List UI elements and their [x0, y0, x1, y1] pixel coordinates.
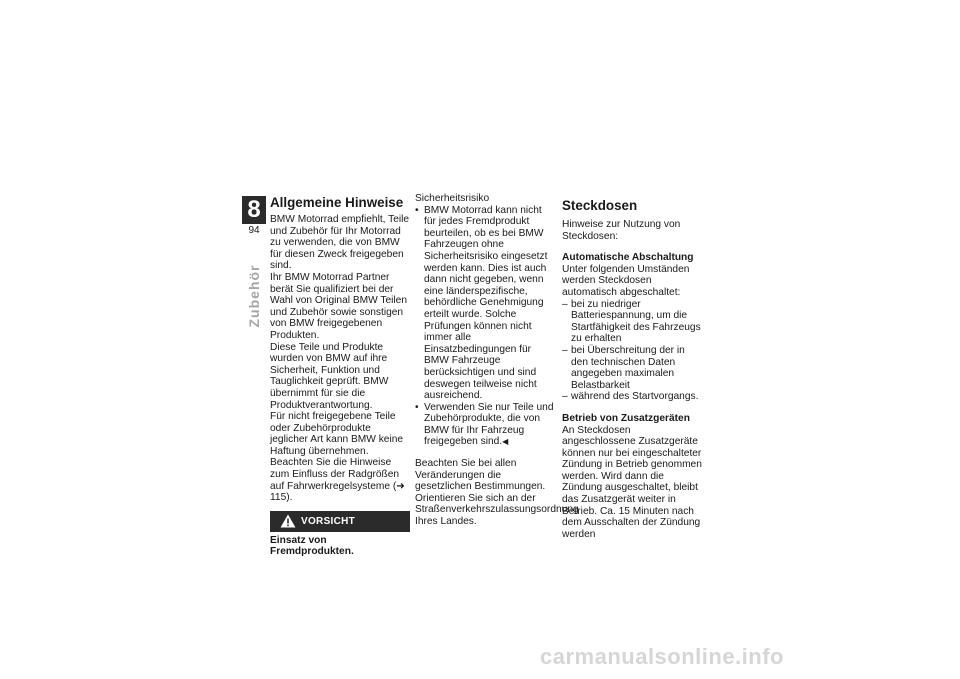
warning-banner: [270, 511, 410, 532]
warning-title: Einsatz von Fremdprodukten.: [270, 534, 354, 558]
warning-intro: Sicherheitsrisiko: [415, 193, 490, 204]
warning-label: VORSICHT: [301, 515, 356, 527]
list-item: – während des Startvorgangs.: [562, 391, 702, 403]
paragraph: Beachten Sie bei allen Veränderungen die gesetzlichen Bestimmungen. Orientieren Sie sich an der Straßenverkehrszulassungsordnung Ihres Landes.: [415, 458, 579, 528]
paragraph: Ihr BMW Motorrad Partner berät Sie qualifiziert bei der Wahl von Original BMW Teilen und Zubehör sowie sonstigen von BMW freigegebenen Produkten.: [270, 271, 408, 341]
column-sockets: [562, 193, 702, 540]
paragraph: Beachten Sie die Hinweise zum Einfluss der Radgrößen auf Fahrwerkregelsysteme (➜ 115).: [270, 457, 405, 504]
list-item: – bei Überschreitung der in den technischen Daten angegeben maximalen Belastbarkeit: [562, 345, 702, 391]
paragraph: Hinweise zur Nutzung von Steckdosen:: [562, 219, 681, 242]
list-item: • Verwenden Sie nur Teile und Zubehörprodukte, die von BMW für Ihr Fahrzeug freigegeben sind.◀: [415, 402, 555, 448]
paragraph: Für nicht freigegebene Teile oder Zubehörprodukte jeglicher Art kann BMW keine Haftung übernehmen.: [270, 411, 404, 457]
subsection-title-accessories: Betrieb von Zusatzgeräten: [562, 412, 690, 424]
section-title-general-notes: Allgemeine Hinweise: [270, 195, 404, 210]
watermark: carmanualsonline.info: [540, 644, 784, 669]
chapter-number: 8: [242, 196, 266, 224]
paragraph: Unter folgenden Umständen werden Steckdosen automatisch abgeschaltet:: [562, 263, 690, 298]
list-item: • BMW Motorrad kann nicht für jedes Fremdprodukt beurteilen, ob es bei BMW Fahrzeugen ohne Sicherheitsrisiko eingesetzt werden kann. Dies ist auch dann nicht gegeben, wenn eine länderspezifische, behördliche Genehmigung erteilt wurde. Solche Prüfungen können nicht immer alle Einsatzbedingungen für BMW Fahrzeuge berücksichtigen und sind deswegen teilweise nicht ausreichend.: [415, 205, 555, 402]
paragraph: Diese Teile und Produkte wurden von BMW auf ihre Sicherheit, Funktion und Tauglichkeit geprüft. BMW übernimmt für sie die Produktverantwortung.: [270, 341, 389, 411]
subsection-title-auto-shutoff: Automatische Abschaltung: [562, 252, 694, 264]
chapter-name: Zubehör: [246, 264, 262, 328]
bullet-list: [415, 205, 555, 448]
end-mark: ◀: [502, 437, 509, 447]
paragraph: An Steckdosen angeschlossene Zusatzgeräte können nur bei eingeschalteter Zündung in Betrieb genommen werden. Wird dann die Zündung ausgeschaltet, bleibt das Zusatzgerät weiter in Betrieb. Ca. 15 Minuten nach dem Ausschalten der Zündung werden: [562, 424, 702, 540]
section-title-sockets: Steckdosen: [562, 198, 638, 213]
page-number: 94: [248, 225, 260, 236]
column-general-notes: [270, 193, 410, 558]
paragraph: BMW Motorrad empfiehlt, Teile und Zubehör für Ihr Motorrad zu verwenden, die von BMW für diesen Zweck freigegeben sind.: [270, 214, 410, 272]
list-item: – bei zu niedriger Batteriespannung, um die Startfähigkeit des Fahrzeugs zu erhalten: [562, 299, 702, 345]
column-safety-risk: [415, 193, 579, 528]
warning-triangle-icon: [280, 514, 296, 528]
dash-list: [562, 299, 702, 403]
